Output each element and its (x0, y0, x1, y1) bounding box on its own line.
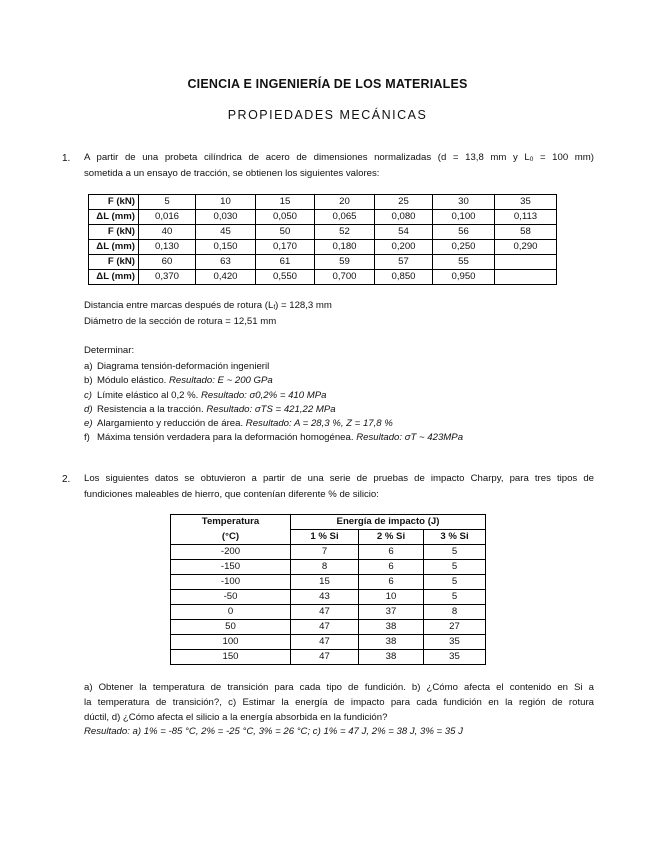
distance-subscript: f (273, 304, 276, 311)
list-item (84, 403, 463, 417)
energy-cell: 8 (291, 560, 359, 575)
determine-label: Determinar: (84, 345, 135, 356)
list-item-result: Resultado: σTS = 421,22 MPa (206, 403, 336, 415)
row-label: F (kN) (89, 195, 139, 210)
energy-cell: 47 (291, 605, 359, 620)
table-cell: 63 (196, 255, 256, 270)
table-cell: 20 (315, 195, 375, 210)
energy-header: Energía de impacto (J) (291, 515, 486, 530)
question-1-intro-line2: sometida a un ensayo de tracción, se obtienen los siguientes valores: (84, 168, 380, 179)
temperature-cell: -50 (171, 590, 291, 605)
table-row (89, 270, 557, 285)
table-row (89, 195, 557, 210)
table-cell: 59 (315, 255, 375, 270)
document-subtitle: PROPIEDADES MECÁNICAS (227, 108, 428, 122)
table-cell: 0,113 (495, 210, 557, 225)
table-cell: 57 (375, 255, 433, 270)
energy-cell: 47 (291, 620, 359, 635)
question-2-intro-line2: fundiciones maleables de hierro, que contenían diferente % de silicio: (84, 489, 379, 500)
table-cell: 0,016 (139, 210, 196, 225)
row-label: F (kN) (89, 225, 139, 240)
table-cell: 0,290 (495, 240, 557, 255)
energy-cell: 15 (291, 575, 359, 590)
list-item-label: a) (84, 361, 93, 372)
table-cell: 45 (196, 225, 256, 240)
energy-cell: 38 (359, 635, 424, 650)
temperature-cell: 0 (171, 605, 291, 620)
rupture-diameter: Diámetro de la sección de rotura = 12,51 mm (84, 316, 277, 327)
table-cell: 0,700 (315, 270, 375, 285)
table-row (171, 545, 486, 560)
energy-cell: 47 (291, 650, 359, 665)
table-cell: 0,950 (433, 270, 495, 285)
energy-cell: 43 (291, 590, 359, 605)
table-cell: 55 (433, 255, 495, 270)
table-cell: 10 (196, 195, 256, 210)
list-item-text: Resistencia a la tracción. (97, 403, 207, 415)
list-item-label: e) (84, 418, 93, 430)
temperature-cell: 150 (171, 650, 291, 665)
table-cell: 50 (256, 225, 315, 240)
energy-cell: 37 (359, 605, 424, 620)
list-item-result: Resultado: E ~ 200 GPa (169, 375, 273, 387)
table-cell: 52 (315, 225, 375, 240)
table-row (89, 225, 557, 240)
energy-cell: 38 (359, 650, 424, 665)
table-cell: 54 (375, 225, 433, 240)
table-cell (495, 255, 557, 270)
determine-list (84, 360, 463, 446)
document-title: CIENCIA E INGENIERÍA DE LOS MATERIALES (187, 77, 468, 91)
table-cell: 0,180 (315, 240, 375, 255)
row-label: ΔL (mm) (89, 210, 139, 225)
distance-text: Distancia entre marcas después de rotura (L (84, 300, 274, 311)
energy-cell: 5 (424, 560, 486, 575)
row-label: ΔL (mm) (89, 270, 139, 285)
table-cell: 0,080 (375, 210, 433, 225)
energy-cell: 6 (359, 575, 424, 590)
energy-cell: 10 (359, 590, 424, 605)
temperature-cell: -150 (171, 560, 291, 575)
list-item-text: Alargamiento y reducción de área. (97, 418, 246, 430)
table-cell (495, 270, 557, 285)
temperature-unit: (°C) (171, 530, 291, 545)
table-cell: 0,065 (315, 210, 375, 225)
table-row (171, 620, 486, 635)
table-row (89, 240, 557, 255)
table-cell: 0,370 (139, 270, 196, 285)
table-cell: 0,100 (433, 210, 495, 225)
temperature-cell: 50 (171, 620, 291, 635)
question-2-text-line1: a) Obtener la temperatura de transición para cada tipo de fundición. b) ¿Cómo afecta el contenido en Si a (84, 682, 594, 693)
table-cell: 0,200 (375, 240, 433, 255)
list-item-text: Módulo elástico. (97, 375, 169, 387)
list-item (84, 374, 463, 388)
table-row (171, 605, 486, 620)
energy-cell: 27 (424, 620, 486, 635)
table-row (171, 650, 486, 665)
energy-cell: 8 (424, 605, 486, 620)
question-1-number: 1. (62, 153, 71, 164)
energy-cell: 5 (424, 545, 486, 560)
table-cell: 61 (256, 255, 315, 270)
table-row (171, 635, 486, 650)
list-item-text: Diagrama tensión-deformación ingenieril (97, 361, 270, 372)
energy-cell: 35 (424, 650, 486, 665)
table-cell: 0,050 (256, 210, 315, 225)
list-item-label: c) (84, 389, 92, 401)
row-label: ΔL (mm) (89, 240, 139, 255)
table-row (171, 590, 486, 605)
intro-text: A partir de una probeta cilíndrica de acero de dimensiones normalizadas (d = 13,8 mm y L (84, 152, 530, 163)
charpy-data-table (170, 514, 486, 665)
energy-cell: 5 (424, 590, 486, 605)
table-cell: 0,130 (139, 240, 196, 255)
list-item (84, 431, 463, 445)
distance-value: ) = 128,3 mm (275, 300, 332, 311)
list-item-text: Máxima tensión verdadera para la deformación homogénea. (97, 432, 357, 444)
energy-cell: 7 (291, 545, 359, 560)
temperature-cell: -200 (171, 545, 291, 560)
table-cell: 56 (433, 225, 495, 240)
energy-cell: 5 (424, 575, 486, 590)
table-row (89, 255, 557, 270)
intro-text-end: = 100 mm) (533, 152, 594, 163)
table-row (89, 210, 557, 225)
energy-cell: 6 (359, 545, 424, 560)
column-header: 1 % Si (291, 530, 359, 545)
intro-subscript: 0 (529, 156, 534, 163)
table-cell: 0,250 (433, 240, 495, 255)
question-2-number: 2. (62, 474, 71, 485)
row-label: F (kN) (89, 255, 139, 270)
question-2-text-line3: dúctil, d) ¿Cómo afecta el silicio a la energía absorbida en la fundición? (84, 712, 388, 723)
table-cell: 0,170 (256, 240, 315, 255)
column-header: 3 % Si (424, 530, 486, 545)
list-item-text: Límite elástico al 0,2 %. (97, 389, 201, 401)
table-cell: 0,030 (196, 210, 256, 225)
tensile-data-table (88, 194, 557, 285)
table-cell: 30 (433, 195, 495, 210)
energy-cell: 35 (424, 635, 486, 650)
energy-cell: 38 (359, 620, 424, 635)
list-item-result: Resultado: A = 28,3 %, Z = 17,8 % (245, 418, 393, 430)
table-row (171, 575, 486, 590)
table-cell: 0,850 (375, 270, 433, 285)
temperature-header: Temperatura (171, 515, 291, 530)
table-cell: 0,420 (196, 270, 256, 285)
energy-cell: 47 (291, 635, 359, 650)
question-2-intro-line1: Los siguientes datos se obtuvieron a partir de una serie de pruebas de impacto Charpy, para tres tipos de (84, 473, 594, 484)
temperature-cell: -100 (171, 575, 291, 590)
question-2-text-line2: la temperatura de transición?, c) Estimar la energía de impacto para cada fundición en la región de rotura (84, 697, 594, 708)
table-cell: 0,150 (196, 240, 256, 255)
list-item-label: f) (84, 432, 90, 444)
list-item (84, 417, 463, 431)
list-item-result: Resultado: σT ~ 423MPa (356, 432, 464, 444)
table-cell: 15 (256, 195, 315, 210)
column-header: 2 % Si (359, 530, 424, 545)
list-item (84, 389, 463, 403)
table-cell: 58 (495, 225, 557, 240)
list-item-label: d) (84, 403, 93, 415)
table-row (171, 560, 486, 575)
table-cell: 40 (139, 225, 196, 240)
temperature-cell: 100 (171, 635, 291, 650)
list-item-result: Resultado: σ0,2% = 410 MPa (200, 389, 327, 401)
table-cell: 25 (375, 195, 433, 210)
table-cell: 5 (139, 195, 196, 210)
energy-cell: 6 (359, 560, 424, 575)
table-cell: 0,550 (256, 270, 315, 285)
table-cell: 35 (495, 195, 557, 210)
list-item (84, 360, 463, 374)
table-cell: 60 (139, 255, 196, 270)
list-item-label: b) (84, 375, 93, 387)
question-2-result: Resultado: a) 1% = -85 °C, 2% = -25 °C, 3% = 26 °C; c) 1% = 47 J, 2% = 38 J, 3% = 35 J (84, 726, 463, 737)
